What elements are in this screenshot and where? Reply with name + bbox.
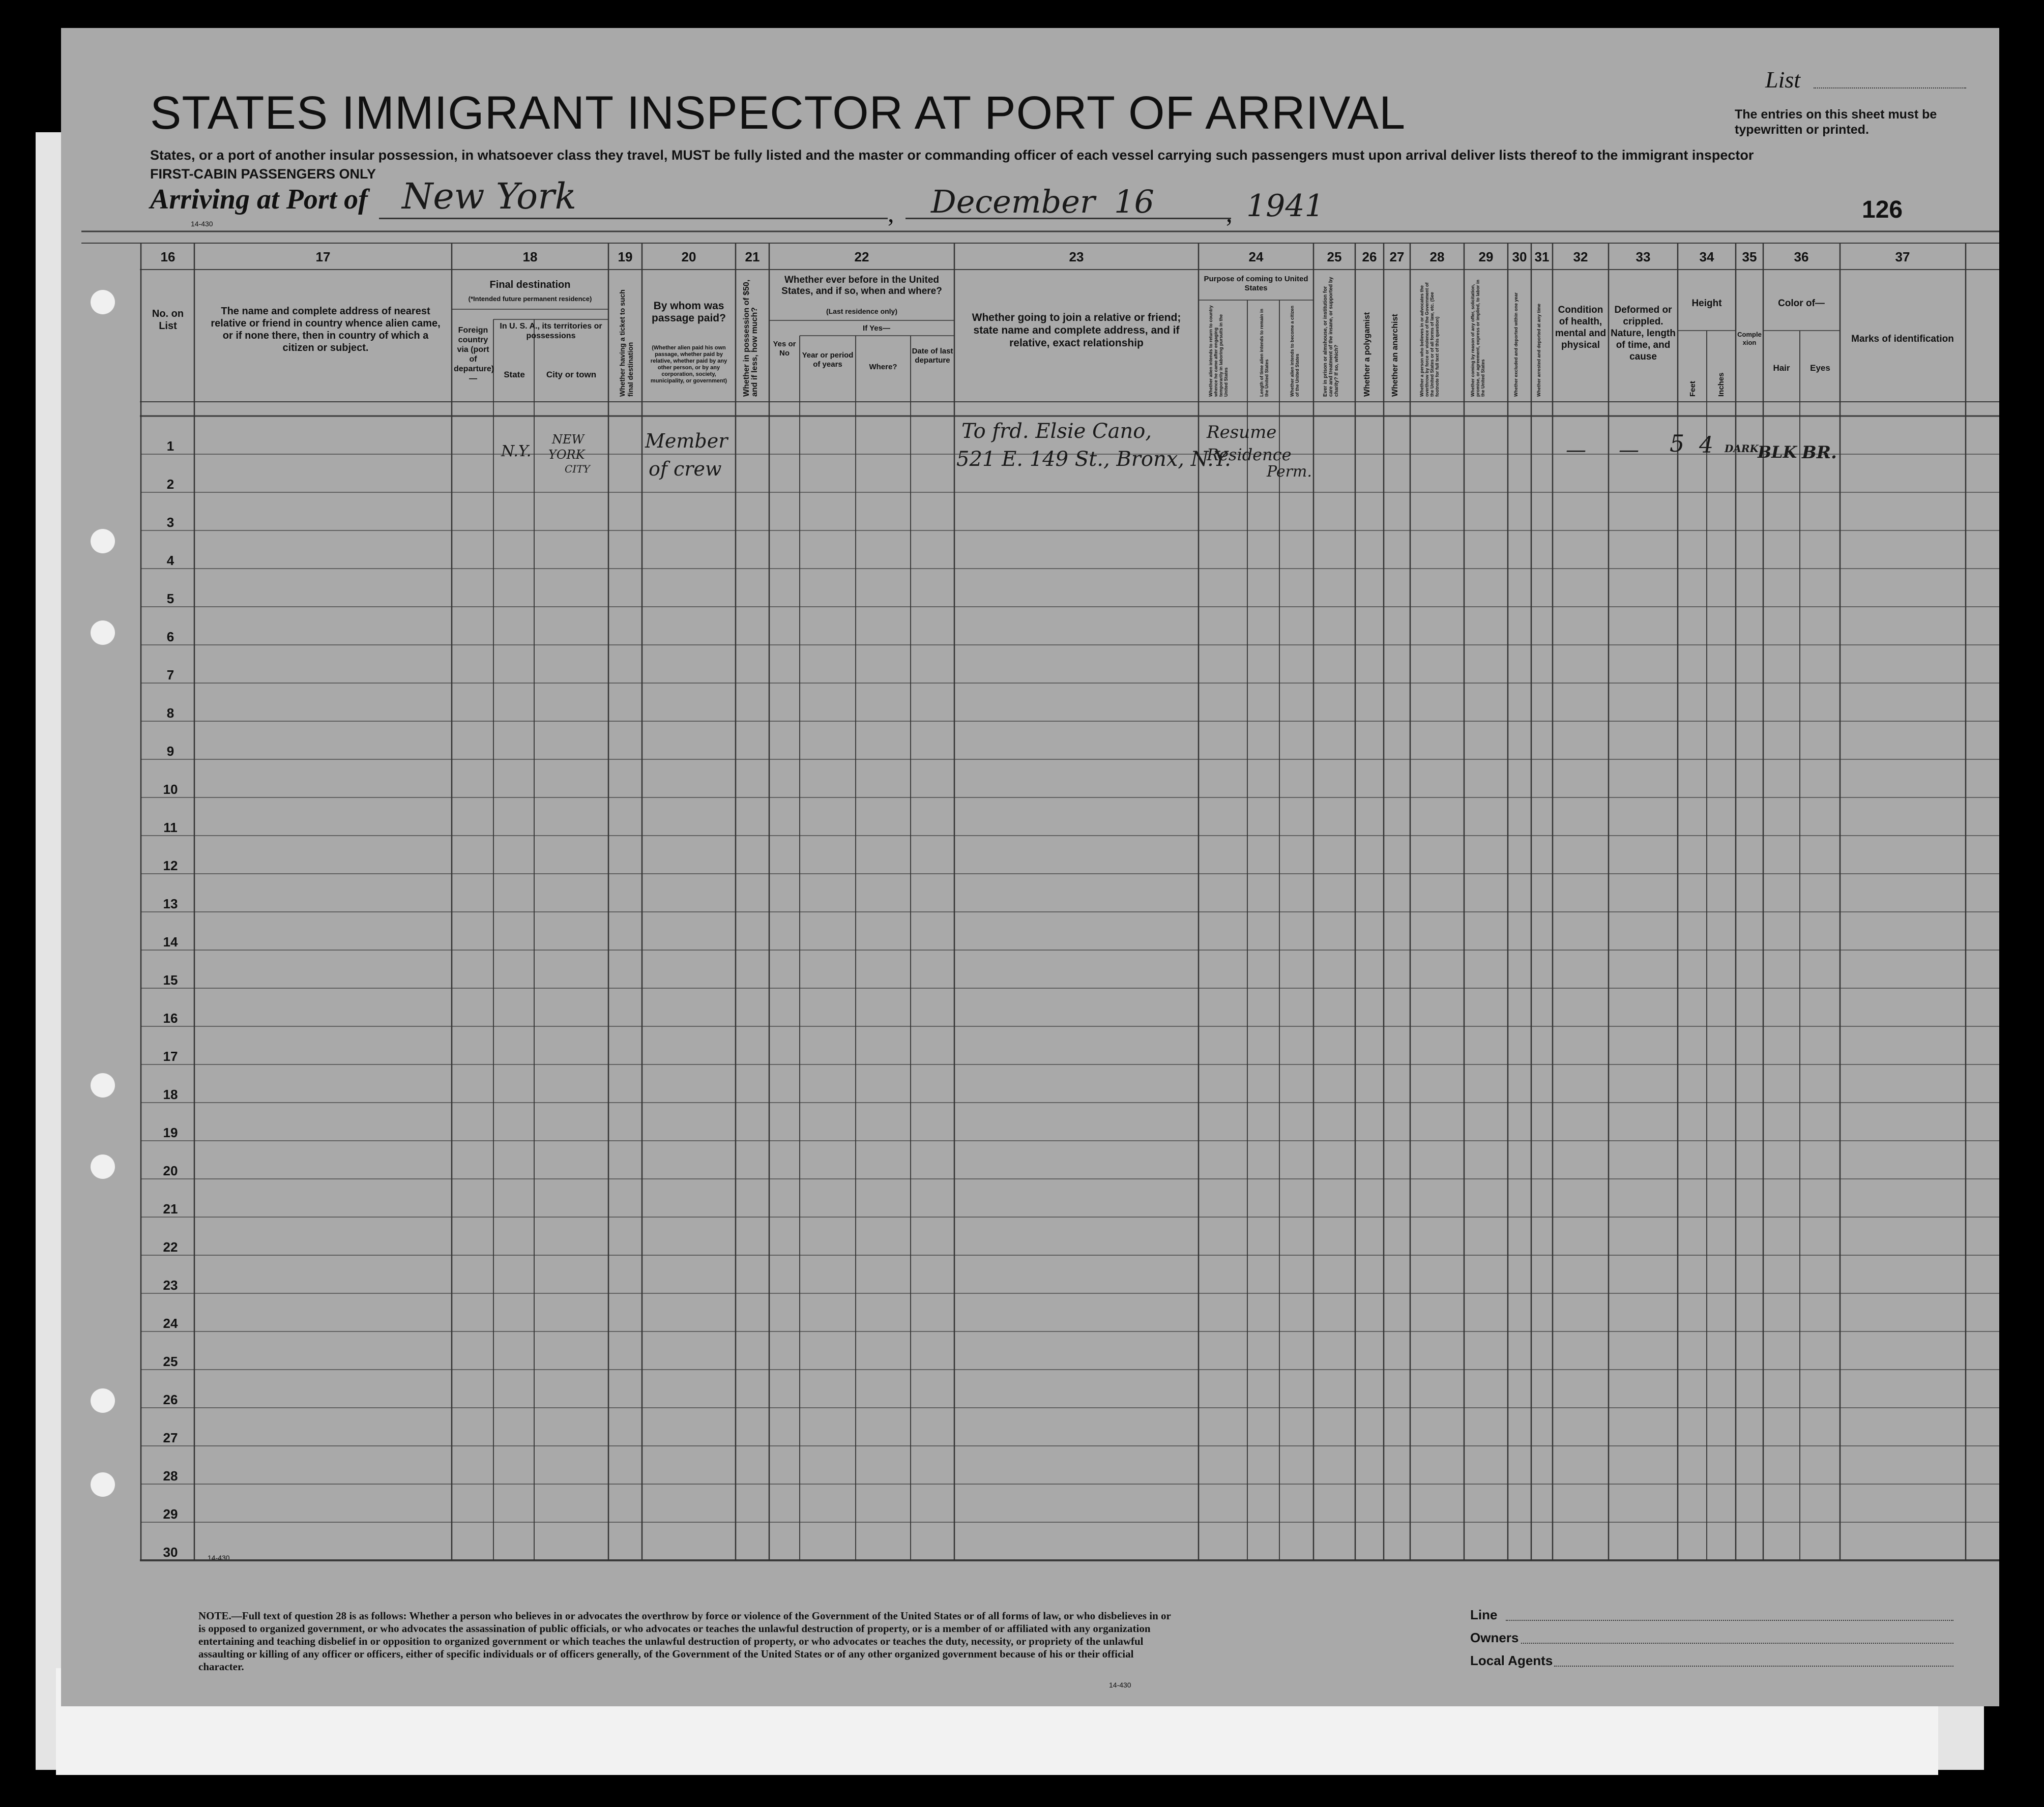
- row-number: 27: [163, 1430, 178, 1445]
- footer-agents-field: [1554, 1666, 1953, 1667]
- date-month-handwritten: December: [931, 183, 1095, 220]
- comma: ,: [888, 199, 894, 227]
- header-year-period: Year or period of years: [802, 351, 854, 369]
- document-title: STATES IMMIGRANT INSPECTOR AT PORT OF ARRIVAL: [150, 87, 1406, 139]
- entry-complexion: DARK: [1725, 442, 1759, 455]
- header-overthrow: Whether a person who believes in or advocates the overthrow by force or violence of the Government of the United States or of all forms of law, etc. (See footnote for full text of this question): [1419, 282, 1440, 397]
- header-purpose: Purpose of coming to United States: [1204, 275, 1308, 292]
- header-labor-offer: Whether coming by reason of any offer, solicitation, promise, or agreement, express or implied, to labor in the United States: [1470, 279, 1485, 397]
- date-day-handwritten: 16: [1114, 183, 1154, 220]
- row-number: 9: [166, 744, 174, 759]
- col-number: 26: [1362, 249, 1377, 264]
- col-number: 25: [1327, 249, 1342, 264]
- row-number: 3: [166, 515, 174, 530]
- col-number: 17: [315, 249, 331, 264]
- col-number: 30: [1512, 249, 1527, 264]
- list-label: List: [1765, 67, 1801, 93]
- header-foreign-country: Foreign country via (port of departure)—: [454, 326, 494, 383]
- header-deformed: Deformed or crippled. Nature, length of time, and cause: [1611, 305, 1676, 362]
- footer-line-label: Line: [1470, 1607, 1498, 1622]
- row-number: 15: [163, 972, 178, 988]
- col-number: 33: [1636, 249, 1651, 264]
- entry-inches: 4: [1699, 432, 1713, 458]
- col-number: 20: [681, 249, 696, 264]
- row-number: 12: [163, 858, 178, 873]
- row-number: 20: [163, 1163, 178, 1178]
- row-number: 6: [166, 629, 174, 644]
- col-number: 32: [1573, 249, 1588, 264]
- entry-deformed: —: [1619, 438, 1639, 462]
- row-number: 23: [163, 1278, 178, 1293]
- header-no-on-list: No. on List: [152, 308, 184, 332]
- comma: ,: [1226, 199, 1233, 227]
- col-number: 28: [1429, 249, 1445, 264]
- col-number: 34: [1699, 249, 1714, 264]
- col-number: 23: [1069, 249, 1084, 264]
- entry-health: —: [1566, 438, 1586, 462]
- header-health: Condition of health, mental and physical: [1555, 305, 1607, 350]
- entry-hair: BLK: [1758, 442, 1797, 462]
- col-number: 24: [1248, 249, 1264, 264]
- row-number: 2: [166, 477, 174, 492]
- header-in-usa: In U. S. A., its territories or possessions: [500, 322, 602, 340]
- header-nearest-relative: The name and complete address of nearest relative or friend in country whence alien came, or if none there, then in country of which a citizen or subject.: [211, 306, 441, 353]
- header-passage-paid-sub: (Whether alien paid his own passage, whether paid by relative, whether paid by any other person, or by any corporation, society, municipality, or government): [650, 345, 727, 384]
- header-arrested: Whether arrested and deported at any time: [1536, 303, 1541, 397]
- row-number: 28: [163, 1468, 178, 1484]
- row-number: 24: [163, 1316, 178, 1331]
- row-number: 30: [163, 1545, 178, 1560]
- row-number: 16: [163, 1011, 178, 1026]
- header-polygamist: Whether a polygamist: [1363, 312, 1371, 397]
- header-purpose-return: Whether alien intends to return to country whence he came after engaging temporarily in laboring pursuits in the United States: [1208, 305, 1229, 397]
- row-number: 25: [163, 1354, 178, 1369]
- class-line: FIRST-CABIN PASSENGERS ONLY: [150, 166, 376, 182]
- row-number: 19: [163, 1125, 178, 1140]
- entry-city-2: YORK: [548, 448, 585, 462]
- col-number: 18: [522, 249, 538, 264]
- entry-purpose-3: Perm.: [1267, 463, 1312, 481]
- header-last-departure: Date of last departure: [912, 347, 953, 365]
- header-fifty-dollars: Whether in possession of $50, and if less, how much?: [742, 279, 759, 397]
- row-number: 18: [163, 1087, 178, 1102]
- header-passage-paid: By whom was passage paid?: [652, 300, 726, 324]
- header-final-destination: Final destination: [489, 279, 571, 290]
- header-yes-no: Yes or No: [773, 340, 796, 358]
- col-number: 22: [854, 249, 869, 264]
- row-number: 26: [163, 1392, 178, 1407]
- row-number: 10: [163, 782, 178, 797]
- row-number: 13: [163, 896, 178, 911]
- instructions-text: States, or a port of another insular possession, in whatsoever class they travel, MUST be fully listed and the master or commanding officer of each vessel carrying such passengers must upon arrival deliver lists thereof to the immigrant inspector: [150, 147, 1754, 163]
- header-feet: Feet: [1688, 381, 1697, 397]
- footer-owners-field: [1521, 1643, 1953, 1644]
- form-code: 14-430: [1109, 1681, 1131, 1689]
- header-state: State: [504, 370, 525, 379]
- header-purpose-citizen: Whether alien intends to become a citizen of the United States: [1290, 305, 1300, 397]
- header-prison: Ever in prison or almshouse, or institution for care and treatment of the insane, or supported by charity? If so, which?: [1323, 277, 1339, 397]
- row-number: 5: [166, 591, 174, 606]
- entry-purpose-1: Resume: [1207, 422, 1277, 442]
- entry-join-1: To frd. Elsie Cano,: [961, 420, 1152, 443]
- col-number: 16: [160, 249, 176, 264]
- entry-city-3: CITY: [565, 463, 590, 475]
- date-year: 1941: [1246, 188, 1324, 224]
- typewritten-note: The entries on this sheet must be typewritten or printed.: [1735, 107, 1937, 137]
- header-anarchist: Whether an anarchist: [1391, 314, 1399, 397]
- form-code: 14-430: [191, 220, 213, 228]
- row-number: 17: [163, 1049, 178, 1064]
- footer-owners-label: Owners: [1470, 1630, 1519, 1645]
- entry-join-2: 521 E. 149 St., Bronx, N.Y.: [956, 448, 1231, 471]
- header-city: City or town: [546, 370, 597, 379]
- row-number: 11: [163, 820, 178, 835]
- row-number: 22: [163, 1239, 178, 1255]
- row-number: 14: [163, 934, 178, 950]
- col-number: 27: [1389, 249, 1405, 264]
- header-ever-before-sub: (Last residence only): [826, 307, 898, 315]
- header-color: Color of—: [1778, 298, 1825, 309]
- col-number: 21: [745, 249, 760, 264]
- port-handwritten: New York: [402, 175, 576, 217]
- row-number: 4: [166, 553, 174, 568]
- entry-feet: 5: [1670, 430, 1685, 457]
- header-purpose-length: Length of time alien intends to remain in the United States: [1259, 308, 1269, 397]
- page-number: 126: [1862, 196, 1903, 223]
- header-ticket: Whether having a ticket to such final destination: [618, 289, 634, 397]
- col-number: 36: [1794, 249, 1809, 264]
- footnote: NOTE.—Full text of question 28 is as follows: Whether a person who believes in or advocates the overthrow by force or violence of the Government of the United States or of all forms of law, or who disbelieves in or is opposed to organized government, or who advocates the assassination of public officials, or who advocates or teaches the unlawful destruction of property, or is a member of or affiliated with any organization entertaining and teaching disbelief in or opposition to organized government or which teaches the unlawful destruction of property, or who advocates or teaches the duty, necessity, or propriety of the unlawful assaulting or killing of any officer or officers, either of specific individuals or of officers generally, of the Government of the United States or of any other organized government because of his or their official character.: [198, 1610, 1171, 1673]
- header-height: Height: [1691, 298, 1722, 309]
- header-final-destination-sub: (*Intended future permanent residence): [468, 295, 592, 303]
- header-where: Where?: [869, 363, 897, 371]
- entry-state: N.Y.: [501, 442, 532, 460]
- col-number: 37: [1895, 249, 1910, 264]
- header-excluded: Whether excluded and deported within one year: [1513, 292, 1519, 397]
- header-hair: Hair: [1773, 363, 1790, 373]
- form-code: 14-430: [208, 1554, 230, 1562]
- row-number: 29: [163, 1506, 178, 1522]
- entry-passage-2: of crew: [649, 458, 722, 480]
- col-number: 29: [1478, 249, 1494, 264]
- entry-purpose-2: Residence: [1207, 445, 1292, 464]
- col-number: 19: [618, 249, 633, 264]
- header-marks: Marks of identification: [1851, 334, 1954, 344]
- footer-line-field: [1506, 1620, 1953, 1621]
- row-number: 7: [166, 667, 174, 683]
- entry-passage-1: Member: [645, 430, 728, 452]
- row-number: 21: [163, 1201, 178, 1217]
- header-eyes: Eyes: [1810, 363, 1830, 373]
- arriving-label: Arriving at Port of: [150, 184, 368, 215]
- entry-eyes: BR.: [1802, 442, 1837, 463]
- entry-city-1: NEW: [552, 432, 585, 447]
- row-number: 8: [166, 705, 174, 721]
- row-number: 1: [166, 438, 174, 454]
- col-number: 35: [1742, 249, 1757, 264]
- header-ever-before: Whether ever before in the United States, and if so, when and where?: [781, 275, 942, 297]
- col-number: 31: [1534, 249, 1550, 264]
- header-complexion: Complexion: [1737, 331, 1762, 346]
- header-if-yes: If Yes—: [863, 324, 890, 333]
- header-join-relative: Whether going to join a relative or friend; state name and complete address, and if relative, exact relationship: [972, 312, 1181, 349]
- header-inches: Inches: [1717, 372, 1726, 397]
- footer-agents-label: Local Agents: [1470, 1653, 1553, 1668]
